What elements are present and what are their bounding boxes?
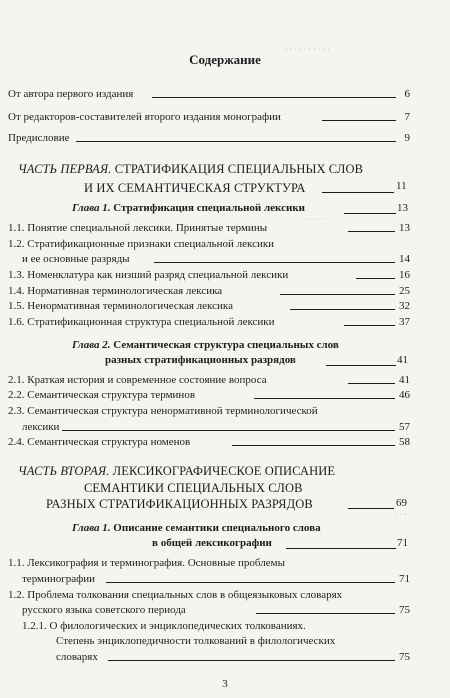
toc-entry-continuation (22, 252, 410, 266)
entry-text: 1.2. Проблема толкования специальных слов в общеязыковых словарях (8, 589, 343, 601)
entry-text: 2.4. Семантическая структура номенов (8, 436, 191, 448)
toc-entry (8, 588, 410, 602)
page-number: 3 (222, 678, 228, 690)
entry-text: 1.1. Лексикография и терминография. Основные проблемы (8, 557, 285, 569)
entry-page: 9 (404, 132, 410, 144)
leader-line (76, 141, 396, 142)
entry-text: 1.1. Понятие специальной лексики. Принятые термины (8, 222, 268, 234)
entry-page: 57 (399, 421, 410, 433)
part-page: 69 (396, 497, 407, 509)
entry-page: 41 (399, 374, 410, 386)
entry-text: 2.2. Семантическая структура терминов (8, 389, 196, 401)
part-label: ЧАСТЬ ПЕРВАЯ. (18, 162, 112, 176)
entry-text: 2.1. Краткая история и современное состояние вопроса (8, 374, 267, 386)
toc-entry (8, 299, 410, 313)
toc-entry (8, 556, 410, 570)
chapter-page: 71 (397, 537, 408, 549)
toc-entry (8, 237, 410, 251)
leader-line (344, 213, 396, 214)
leader-line (356, 278, 395, 279)
entry-page: 25 (399, 285, 410, 297)
toc-entry (8, 221, 410, 235)
entry-page: 75 (399, 604, 410, 616)
leader-line (106, 582, 395, 583)
entry-text: От автора первого издания (8, 88, 134, 100)
toc-entry (8, 284, 410, 298)
entry-text: Предисловие (8, 132, 70, 144)
part-title-line1: СТРАТИФИКАЦИЯ СПЕЦИАЛЬНЫХ СЛОВ (111, 162, 364, 176)
part-page: 11 (396, 180, 407, 192)
entry-page: 6 (404, 88, 410, 100)
entry-page: 75 (399, 651, 410, 663)
bleed-through-mark: · · · · · · · · · · (285, 45, 330, 54)
entry-text: 1.3. Номенклатура как низший разряд специальной лексики (8, 269, 289, 281)
chapter-title-line1: Семантическая структура специальных слов (110, 339, 339, 351)
chapter-label: Глава 2. (72, 339, 111, 351)
toc-entry-continuation (56, 650, 410, 664)
part-title-line1: ЛЕКСИКОГРАФИЧЕСКОЕ ОПИСАНИЕ (109, 464, 336, 478)
chapter-page: 13 (397, 202, 408, 214)
toc-entry-continuation (22, 603, 410, 617)
leader-line (290, 309, 395, 310)
chapter-heading-line2: в общей лексикографии (152, 537, 272, 549)
entry-page: 46 (399, 389, 410, 401)
leader-line (108, 660, 395, 661)
toc-entry (8, 110, 410, 124)
entry-text: 1.6. Стратификационная структура специальной лексики (8, 316, 275, 328)
leader-line (232, 445, 395, 446)
chapter-label: Глава 1. (72, 202, 111, 214)
leader-line (348, 508, 394, 509)
toc-entry (22, 619, 410, 633)
chapter-page: 41 (397, 354, 408, 366)
toc-entry (8, 435, 410, 449)
chapter-heading (72, 339, 339, 351)
entry-text: и ее основные разряды (22, 253, 130, 265)
toc-entry (8, 268, 410, 282)
entry-text: 2.3. Семантическая структура ненормативной терминологической (8, 405, 318, 417)
leader-line (154, 262, 395, 263)
entry-page: 13 (399, 222, 410, 234)
leader-line (322, 192, 394, 193)
leader-line (286, 548, 396, 549)
part-heading (18, 464, 335, 479)
entry-page: 14 (399, 253, 410, 265)
leader-line (344, 325, 395, 326)
entry-text: словарях (56, 651, 98, 663)
leader-line (254, 398, 395, 399)
page-title: Содержание (189, 52, 261, 67)
part-heading (18, 162, 363, 177)
entry-text: 1.5. Ненормативная терминологическая лексика (8, 300, 233, 312)
entry-page: 32 (399, 300, 410, 312)
bleed-through-mark: · · · · (395, 510, 412, 519)
toc-entry (8, 373, 410, 387)
leader-line (348, 231, 395, 232)
chapter-title: Стратификация специальной лексики (110, 202, 306, 214)
leader-line (348, 383, 395, 384)
leader-line (322, 120, 396, 121)
leader-line (326, 365, 396, 366)
toc-entry (8, 87, 410, 101)
toc-entry (8, 404, 410, 418)
chapter-label: Глава 1. (72, 522, 111, 534)
entry-text: От редакторов-составителей второго издания монографии (8, 111, 281, 123)
entry-text: 1.2.1. О филологических и энциклопедических толкованиях. (22, 620, 306, 632)
leader-line (152, 97, 396, 98)
entry-text: 1.4. Нормативная терминологическая лексика (8, 285, 223, 297)
entry-text: терминографии (22, 573, 96, 585)
entry-text: Степень энциклопедичности толкований в филологических (56, 635, 336, 647)
toc-entry-continuation (22, 420, 410, 434)
chapter-title-line1: Описание семантики специального слова (110, 522, 321, 534)
chapter-heading (72, 202, 305, 214)
bleed-through-mark: · · · · · · (300, 215, 326, 224)
leader-line (256, 613, 395, 614)
chapter-heading-line2: разных стратификационных разрядов (105, 354, 296, 366)
part-label: ЧАСТЬ ВТОРАЯ. (18, 464, 110, 478)
chapter-heading (72, 522, 321, 534)
toc-entry-continuation (56, 634, 410, 648)
toc-entry (8, 388, 410, 402)
toc-entry-continuation (22, 572, 410, 586)
entry-page: 37 (399, 316, 410, 328)
leader-line (280, 294, 395, 295)
entry-page: 71 (399, 573, 410, 585)
entry-text: русского языка советского периода (22, 604, 186, 616)
leader-line (62, 430, 395, 431)
entry-page: 7 (404, 111, 410, 123)
toc-entry (8, 315, 410, 329)
part-heading-line2: И ИХ СЕМАНТИЧЕСКАЯ СТРУКТУРА (84, 181, 306, 195)
entry-text: 1.2. Стратификационные признаки специальной лексики (8, 238, 275, 250)
toc-entry (8, 131, 410, 145)
entry-page: 16 (399, 269, 410, 281)
part-heading-line2: СЕМАНТИКИ СПЕЦИАЛЬНЫХ СЛОВ (84, 481, 303, 495)
part-heading-line3: РАЗНЫХ СТРАТИФИКАЦИОННЫХ РАЗРЯДОВ (46, 497, 313, 511)
entry-text: лексики (22, 421, 60, 433)
entry-page: 58 (399, 436, 410, 448)
